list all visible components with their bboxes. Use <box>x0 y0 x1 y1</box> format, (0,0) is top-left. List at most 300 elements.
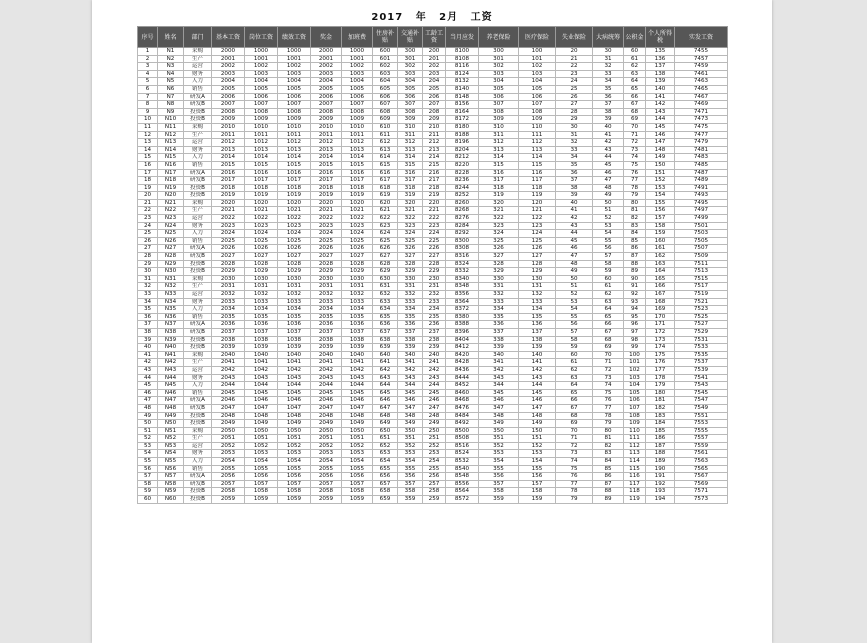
table-cell: 8460 <box>446 389 479 397</box>
table-cell: 28 <box>138 253 158 261</box>
table-cell: 1022 <box>278 215 311 223</box>
table-cell: 2032 <box>311 291 342 299</box>
table-cell: 1016 <box>342 169 373 177</box>
table-cell: 1049 <box>342 420 373 428</box>
table-cell: 1049 <box>245 420 278 428</box>
table-cell: 8372 <box>446 306 479 314</box>
table-cell: 投资B <box>184 116 212 124</box>
table-cell: 342 <box>398 366 423 374</box>
column-header: 大病统筹 <box>593 27 624 48</box>
table-row <box>138 70 728 78</box>
table-cell: 333 <box>479 298 519 306</box>
table-cell: 144 <box>519 382 556 390</box>
table-cell: 622 <box>373 215 398 223</box>
table-cell: 8100 <box>446 48 479 56</box>
table-cell: 153 <box>646 184 675 192</box>
table-cell: 341 <box>398 359 423 367</box>
table-cell: 90 <box>624 275 646 283</box>
table-cell: 2025 <box>311 237 342 245</box>
table-cell: 1021 <box>278 207 311 215</box>
table-cell: 8284 <box>446 222 479 230</box>
table-cell: 75 <box>624 161 646 169</box>
table-cell: 7545 <box>675 389 728 397</box>
table-cell: 55 <box>138 458 158 466</box>
table-cell: N14 <box>158 146 184 154</box>
table-cell: 320 <box>398 199 423 207</box>
table-cell: 72 <box>556 442 593 450</box>
table-cell: N23 <box>158 215 184 223</box>
table-cell: N24 <box>158 222 184 230</box>
table-cell: 160 <box>646 237 675 245</box>
table-cell: 161 <box>646 245 675 253</box>
table-row <box>138 146 728 154</box>
table-cell: 39 <box>593 116 624 124</box>
table-cell: 35 <box>138 306 158 314</box>
table-cell: 94 <box>624 306 646 314</box>
table-cell: 49 <box>138 412 158 420</box>
table-cell: 317 <box>479 177 519 185</box>
table-row <box>138 207 728 215</box>
table-cell: 8204 <box>446 146 479 154</box>
table-cell: 1012 <box>342 139 373 147</box>
table-cell: 635 <box>373 313 398 321</box>
table-cell: 投资B <box>184 260 212 268</box>
table-cell: 335 <box>398 313 423 321</box>
table-cell: 23 <box>138 215 158 223</box>
table-cell: 257 <box>423 480 446 488</box>
table-cell: 189 <box>646 458 675 466</box>
table-cell: 111 <box>519 131 556 139</box>
table-cell: 1038 <box>278 336 311 344</box>
table-cell: 89 <box>593 496 624 504</box>
table-cell: N40 <box>158 344 184 352</box>
table-cell: 612 <box>373 139 398 147</box>
table-cell: 1034 <box>245 306 278 314</box>
table-cell: 107 <box>519 101 556 109</box>
table-cell: 315 <box>398 161 423 169</box>
table-cell: 336 <box>479 321 519 329</box>
table-row <box>138 298 728 306</box>
table-cell: 610 <box>373 123 398 131</box>
table-cell: 1012 <box>278 139 311 147</box>
table-cell: 353 <box>398 450 423 458</box>
table-cell: 92 <box>624 291 646 299</box>
table-cell: 1017 <box>245 177 278 185</box>
table-cell: 2014 <box>212 154 245 162</box>
table-cell: 43 <box>138 366 158 374</box>
table-cell: 71 <box>556 435 593 443</box>
table-cell: 235 <box>423 313 446 321</box>
table-cell: 1000 <box>342 48 373 56</box>
table-cell: 147 <box>646 139 675 147</box>
table-cell: 191 <box>646 473 675 481</box>
table-cell: 50 <box>138 420 158 428</box>
table-cell: 33 <box>138 291 158 299</box>
table-cell: 7563 <box>675 458 728 466</box>
table-cell: 300 <box>479 48 519 56</box>
table-cell: 64 <box>593 306 624 314</box>
table-cell: 7473 <box>675 116 728 124</box>
table-cell: 1040 <box>342 351 373 359</box>
table-cell: N37 <box>158 321 184 329</box>
table-cell: 44 <box>593 154 624 162</box>
table-cell: 1056 <box>245 473 278 481</box>
table-cell: 325 <box>398 237 423 245</box>
table-cell: 8444 <box>446 374 479 382</box>
table-cell: 314 <box>398 154 423 162</box>
table-cell: 66 <box>624 93 646 101</box>
table-cell: 350 <box>479 427 519 435</box>
table-cell: 7517 <box>675 283 728 291</box>
table-cell: 87 <box>624 253 646 261</box>
table-cell: 8500 <box>446 427 479 435</box>
table-row <box>138 260 728 268</box>
table-cell: 251 <box>423 435 446 443</box>
table-cell: 2007 <box>212 101 245 109</box>
table-cell: N55 <box>158 458 184 466</box>
table-cell: 336 <box>398 321 423 329</box>
table-cell: 7489 <box>675 177 728 185</box>
table-cell: 156 <box>646 207 675 215</box>
table-cell: 1044 <box>278 382 311 390</box>
table-cell: 230 <box>423 275 446 283</box>
table-row <box>138 321 728 329</box>
table-cell: 340 <box>479 351 519 359</box>
table-cell: 1006 <box>342 93 373 101</box>
table-cell: 79 <box>593 420 624 428</box>
table-cell: 213 <box>423 146 446 154</box>
table-cell: 136 <box>646 55 675 63</box>
table-cell: 11 <box>138 123 158 131</box>
table-cell: 65 <box>624 85 646 93</box>
table-cell: 1001 <box>245 55 278 63</box>
table-cell: 7543 <box>675 382 728 390</box>
table-cell: 1020 <box>278 199 311 207</box>
table-cell: 8412 <box>446 344 479 352</box>
table-cell: 211 <box>423 131 446 139</box>
table-cell: 2004 <box>212 78 245 86</box>
table-cell: 34 <box>593 78 624 86</box>
table-cell: 8140 <box>446 85 479 93</box>
table-cell: 192 <box>646 480 675 488</box>
table-cell: 1013 <box>278 146 311 154</box>
table-row <box>138 93 728 101</box>
table-cell: 51 <box>556 283 593 291</box>
table-cell: 1027 <box>278 253 311 261</box>
table-cell: 122 <box>519 215 556 223</box>
table-cell: 258 <box>423 488 446 496</box>
table-cell: 145 <box>646 123 675 131</box>
table-cell: 1055 <box>278 465 311 473</box>
table-cell: 1057 <box>245 480 278 488</box>
table-row <box>138 85 728 93</box>
table-cell: 205 <box>423 85 446 93</box>
table-cell: 147 <box>519 404 556 412</box>
table-cell: 31 <box>593 55 624 63</box>
table-cell: 2005 <box>212 85 245 93</box>
table-cell: 1054 <box>342 458 373 466</box>
table-cell: 研发A <box>184 473 212 481</box>
table-cell: 8164 <box>446 108 479 116</box>
table-cell: 99 <box>624 344 646 352</box>
table-cell: 6 <box>138 85 158 93</box>
table-cell: 1057 <box>278 480 311 488</box>
table-cell: N1 <box>158 48 184 56</box>
table-cell: 37 <box>556 177 593 185</box>
table-cell: 1027 <box>245 253 278 261</box>
table-cell: 1007 <box>245 101 278 109</box>
table-cell: 销售 <box>184 85 212 93</box>
table-cell: 98 <box>624 336 646 344</box>
table-cell: 650 <box>373 427 398 435</box>
table-cell: 113 <box>624 450 646 458</box>
table-cell: 32 <box>556 139 593 147</box>
table-cell: 229 <box>423 268 446 276</box>
table-cell: 7519 <box>675 291 728 299</box>
table-cell: 研发A <box>184 397 212 405</box>
table-cell: 1027 <box>342 253 373 261</box>
table-cell: 55 <box>556 313 593 321</box>
table-cell: 108 <box>624 412 646 420</box>
table-cell: 321 <box>398 207 423 215</box>
table-cell: 652 <box>373 442 398 450</box>
table-cell: 1048 <box>342 412 373 420</box>
table-cell: 140 <box>646 85 675 93</box>
table-cell: 38 <box>138 328 158 336</box>
table-cell: 7465 <box>675 85 728 93</box>
table-cell: 财务 <box>184 70 212 78</box>
table-cell: 销售 <box>184 161 212 169</box>
table-cell: 1055 <box>342 465 373 473</box>
table-cell: 1036 <box>342 321 373 329</box>
table-cell: N13 <box>158 139 184 147</box>
table-cell: N50 <box>158 420 184 428</box>
table-cell: 355 <box>398 465 423 473</box>
table-cell: 财务 <box>184 374 212 382</box>
table-row <box>138 177 728 185</box>
table-cell: 2007 <box>311 101 342 109</box>
table-cell: 7499 <box>675 215 728 223</box>
table-cell: 352 <box>398 442 423 450</box>
table-cell: 2029 <box>212 268 245 276</box>
table-cell: 329 <box>479 268 519 276</box>
table-cell: 销售 <box>184 313 212 321</box>
table-cell: 323 <box>398 222 423 230</box>
table-cell: 1017 <box>278 177 311 185</box>
table-cell: 48 <box>593 184 624 192</box>
table-cell: 83 <box>624 222 646 230</box>
table-cell: 170 <box>646 313 675 321</box>
table-cell: 348 <box>398 412 423 420</box>
table-cell: 2020 <box>212 199 245 207</box>
table-row <box>138 336 728 344</box>
table-cell: 2039 <box>311 344 342 352</box>
table-cell: 8276 <box>446 215 479 223</box>
table-row <box>138 48 728 56</box>
table-cell: 608 <box>373 108 398 116</box>
table-cell: 1028 <box>342 260 373 268</box>
table-cell: 1047 <box>278 404 311 412</box>
table-cell: 242 <box>423 366 446 374</box>
table-cell: 8508 <box>446 435 479 443</box>
table-row <box>138 116 728 124</box>
salary-table <box>137 26 728 504</box>
table-cell: 307 <box>479 101 519 109</box>
table-cell: 87 <box>593 480 624 488</box>
table-cell: 1011 <box>342 131 373 139</box>
table-cell: 100 <box>624 351 646 359</box>
table-row <box>138 268 728 276</box>
table-cell: 327 <box>398 253 423 261</box>
table-cell: 1041 <box>278 359 311 367</box>
table-cell: 52 <box>593 215 624 223</box>
table-cell: 7525 <box>675 313 728 321</box>
table-cell: 119 <box>624 496 646 504</box>
table-cell: 614 <box>373 154 398 162</box>
table-row <box>138 101 728 109</box>
table-cell: 236 <box>423 321 446 329</box>
table-cell: 1032 <box>342 291 373 299</box>
table-row <box>138 427 728 435</box>
table-cell: 117 <box>624 480 646 488</box>
table-cell: 246 <box>423 397 446 405</box>
table-cell: 2023 <box>311 222 342 230</box>
table-cell: 116 <box>624 473 646 481</box>
table-cell: N4 <box>158 70 184 78</box>
table-cell: 2055 <box>311 465 342 473</box>
table-cell: 1015 <box>342 161 373 169</box>
table-cell: 7487 <box>675 169 728 177</box>
table-row <box>138 237 728 245</box>
table-cell: 1054 <box>278 458 311 466</box>
table-cell: 58 <box>138 480 158 488</box>
column-header: 工龄工资 <box>423 27 446 48</box>
table-cell: 1002 <box>245 63 278 71</box>
table-cell: 89 <box>624 268 646 276</box>
table-cell: 76 <box>556 473 593 481</box>
table-cell: 149 <box>519 420 556 428</box>
table-cell: 133 <box>519 298 556 306</box>
table-cell: 2034 <box>212 306 245 314</box>
table-cell: 1008 <box>278 108 311 116</box>
table-cell: 142 <box>519 366 556 374</box>
table-cell: 1035 <box>278 313 311 321</box>
table-cell: 188 <box>646 450 675 458</box>
table-cell: 10 <box>138 116 158 124</box>
table-row <box>138 161 728 169</box>
table-cell: 88 <box>624 260 646 268</box>
table-cell: 2000 <box>311 48 342 56</box>
table-cell: 研发B <box>184 480 212 488</box>
table-cell: 8132 <box>446 78 479 86</box>
table-cell: 研发A <box>184 169 212 177</box>
table-cell: 7 <box>138 93 158 101</box>
table-cell: 7501 <box>675 222 728 230</box>
table-cell: 49 <box>556 268 593 276</box>
table-cell: 2049 <box>212 420 245 428</box>
table-cell: 1049 <box>278 420 311 428</box>
table-row <box>138 313 728 321</box>
table-cell: 239 <box>423 344 446 352</box>
table-cell: 2027 <box>212 253 245 261</box>
table-cell: N10 <box>158 116 184 124</box>
table-cell: 2010 <box>212 123 245 131</box>
table-cell: 7571 <box>675 488 728 496</box>
table-cell: 220 <box>423 199 446 207</box>
column-header: 姓名 <box>158 27 184 48</box>
table-cell: 2032 <box>212 291 245 299</box>
table-cell: 8340 <box>446 275 479 283</box>
table-cell: 345 <box>398 389 423 397</box>
table-cell: 350 <box>398 427 423 435</box>
table-cell: 8172 <box>446 116 479 124</box>
table-cell: 21 <box>138 199 158 207</box>
table-cell: 1030 <box>278 275 311 283</box>
table-cell: 636 <box>373 321 398 329</box>
table-cell: 240 <box>423 351 446 359</box>
table-cell: N53 <box>158 442 184 450</box>
table-cell: 104 <box>519 78 556 86</box>
table-cell: 1053 <box>245 450 278 458</box>
table-cell: 2003 <box>212 70 245 78</box>
table-cell: 2011 <box>212 131 245 139</box>
table-row <box>138 389 728 397</box>
table-cell: 2041 <box>311 359 342 367</box>
table-cell: 40 <box>138 344 158 352</box>
table-cell: 7557 <box>675 435 728 443</box>
table-cell: 7467 <box>675 93 728 101</box>
table-cell: 投资B <box>184 268 212 276</box>
table-cell: 69 <box>593 344 624 352</box>
table-cell: 106 <box>624 397 646 405</box>
table-cell: 210 <box>423 123 446 131</box>
table-cell: N31 <box>158 275 184 283</box>
table-cell: 8388 <box>446 321 479 329</box>
table-cell: 37 <box>138 321 158 329</box>
table-cell: 320 <box>479 199 519 207</box>
table-cell: 67 <box>624 101 646 109</box>
column-header: 奖金 <box>311 27 342 48</box>
table-cell: 218 <box>423 184 446 192</box>
table-cell: 2052 <box>311 442 342 450</box>
table-cell: 2033 <box>212 298 245 306</box>
table-cell: 132 <box>519 291 556 299</box>
table-cell: 152 <box>646 177 675 185</box>
table-cell: 249 <box>423 420 446 428</box>
table-cell: 140 <box>519 351 556 359</box>
table-cell: 626 <box>373 245 398 253</box>
table-cell: 97 <box>624 328 646 336</box>
table-cell: 1050 <box>245 427 278 435</box>
table-cell: 7573 <box>675 496 728 504</box>
table-cell: 42 <box>593 139 624 147</box>
table-cell: 1010 <box>342 123 373 131</box>
table-cell: 206 <box>423 93 446 101</box>
table-cell: 2 <box>138 55 158 63</box>
table-cell: 1034 <box>278 306 311 314</box>
table-cell: 2020 <box>311 199 342 207</box>
table-cell: N36 <box>158 313 184 321</box>
table-cell: 2031 <box>311 283 342 291</box>
table-cell: 8348 <box>446 283 479 291</box>
table-cell: 644 <box>373 382 398 390</box>
table-body <box>138 48 728 504</box>
column-header: 岗位工资 <box>245 27 278 48</box>
table-cell: 359 <box>398 496 423 504</box>
table-cell: 71 <box>624 131 646 139</box>
table-cell: 68 <box>624 108 646 116</box>
table-row <box>138 480 728 488</box>
